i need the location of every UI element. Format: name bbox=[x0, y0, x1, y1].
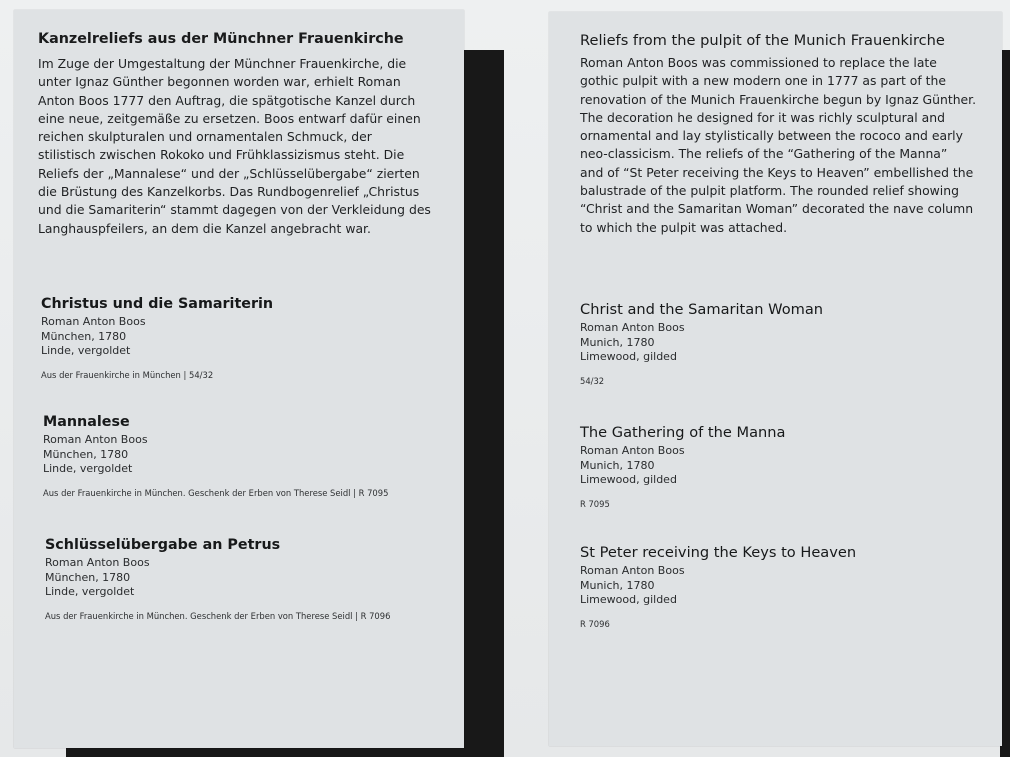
label-panel-german bbox=[14, 10, 464, 748]
artwork-place-date: Munich, 1780 bbox=[580, 335, 655, 349]
artwork-source: Aus der Frauenkirche in München | 54/32 bbox=[41, 370, 214, 381]
artwork-title: The Gathering of the Manna bbox=[580, 424, 786, 441]
intro-line: eine neue, zeitgemäße zu ersetzen. Boos entwarf dafür einen bbox=[38, 110, 421, 126]
artwork-title: Christus und die Samariterin bbox=[41, 296, 274, 312]
artwork-artist: Roman Anton Boos bbox=[580, 564, 685, 577]
artwork-title: Schlüsselübergabe an Petrus bbox=[45, 537, 281, 553]
artwork-entry bbox=[41, 296, 273, 380]
artwork-entry bbox=[45, 537, 390, 621]
artwork-artist: Roman Anton Boos bbox=[580, 321, 685, 334]
artwork-entry bbox=[580, 424, 785, 509]
artwork-place-date: München, 1780 bbox=[41, 329, 127, 343]
intro-line: and of “St Peter receiving the Keys to Heaven” embellished the bbox=[580, 164, 974, 180]
artwork-source: Aus der Frauenkirche in München. Geschenk der Erben von Therese Seidl | R 7095 bbox=[43, 488, 389, 499]
intro-line: stilistisch zwischen Rokoko und Frühklassizismus steht. Die bbox=[38, 147, 405, 163]
intro-line: Langhauspfeilers, an dem die Kanzel angebracht war. bbox=[38, 220, 371, 236]
panel-intro-text bbox=[580, 54, 976, 237]
intro-line: die Brüstung des Kanzelkorbs. Das Rundbogenrelief „Christus bbox=[38, 184, 420, 200]
artwork-material: Linde, vergoldet bbox=[41, 344, 131, 358]
artwork-material: Limewood, gilded bbox=[580, 473, 677, 487]
panel-title: Reliefs from the pulpit of the Munich Frauenkirche bbox=[580, 32, 945, 49]
intro-line: Im Zuge der Umgestaltung der Münchner Frauenkirche, die bbox=[38, 56, 407, 71]
artwork-material: Linde, vergoldet bbox=[45, 585, 135, 599]
artwork-artist: Roman Anton Boos bbox=[41, 315, 146, 328]
artwork-material: Limewood, gilded bbox=[580, 593, 677, 607]
artwork-artist: Roman Anton Boos bbox=[580, 444, 685, 457]
artwork-entry bbox=[580, 301, 823, 386]
artwork-source: R 7095 bbox=[580, 499, 610, 510]
panel-left-shadow bbox=[464, 50, 504, 757]
intro-line: to which the pulpit was attached. bbox=[580, 219, 788, 235]
intro-line: und die Samariterin“ stammt dagegen von der Verkleidung des bbox=[38, 202, 431, 218]
artwork-title: Christ and the Samaritan Woman bbox=[580, 301, 824, 318]
artwork-place-date: Munich, 1780 bbox=[580, 578, 655, 592]
intro-line: gothic pulpit with a new modern one in 1777 as part of the bbox=[580, 73, 946, 89]
artwork-title: St Peter receiving the Keys to Heaven bbox=[580, 544, 857, 561]
artwork-artist: Roman Anton Boos bbox=[43, 433, 148, 446]
artwork-entry bbox=[43, 414, 388, 498]
intro-line: reichen skulpturalen und ornamentalen Schmuck, der bbox=[38, 129, 372, 145]
artwork-source: 54/32 bbox=[580, 376, 605, 387]
intro-line: renovation of the Munich Frauenkirche begun by Ignaz Günther. bbox=[580, 91, 977, 107]
artwork-place-date: München, 1780 bbox=[45, 570, 131, 584]
artwork-entry bbox=[580, 544, 856, 629]
artwork-source: R 7096 bbox=[580, 619, 610, 630]
panel-title: Kanzelreliefs aus der Münchner Frauenkirche bbox=[38, 31, 404, 47]
artwork-place-date: München, 1780 bbox=[43, 447, 129, 461]
artwork-material: Linde, vergoldet bbox=[43, 462, 133, 476]
intro-line: The decoration he designed for it was richly sculptural and bbox=[580, 109, 945, 125]
artwork-source: Aus der Frauenkirche in München. Geschenk der Erben von Therese Seidl | R 7096 bbox=[45, 611, 391, 622]
intro-line: Reliefs der „Mannalese“ und der „Schlüsselübergabe“ zierten bbox=[38, 165, 420, 181]
intro-line: “Christ and the Samaritan Woman” decorated the nave column bbox=[580, 201, 974, 217]
artwork-title: Mannalese bbox=[43, 414, 130, 430]
artwork-material: Limewood, gilded bbox=[580, 350, 677, 364]
intro-line: unter Ignaz Günther begonnen worden war, erhielt Roman bbox=[38, 74, 401, 90]
intro-line: Roman Anton Boos was commissioned to replace the late bbox=[580, 55, 937, 70]
intro-line: ornamental and lay stylistically between the rococo and early bbox=[580, 128, 963, 144]
label-panel-english bbox=[549, 12, 1002, 746]
intro-line: neo-classicism. The reliefs of the “Gathering of the Manna” bbox=[580, 146, 948, 162]
intro-line: balustrade of the pulpit platform. The rounded relief showing bbox=[580, 183, 959, 199]
artwork-place-date: Munich, 1780 bbox=[580, 458, 655, 472]
artwork-artist: Roman Anton Boos bbox=[45, 556, 150, 569]
panel-intro-text bbox=[38, 55, 431, 238]
intro-line: Anton Boos 1777 den Auftrag, die spätgotische Kanzel durch bbox=[38, 92, 416, 108]
